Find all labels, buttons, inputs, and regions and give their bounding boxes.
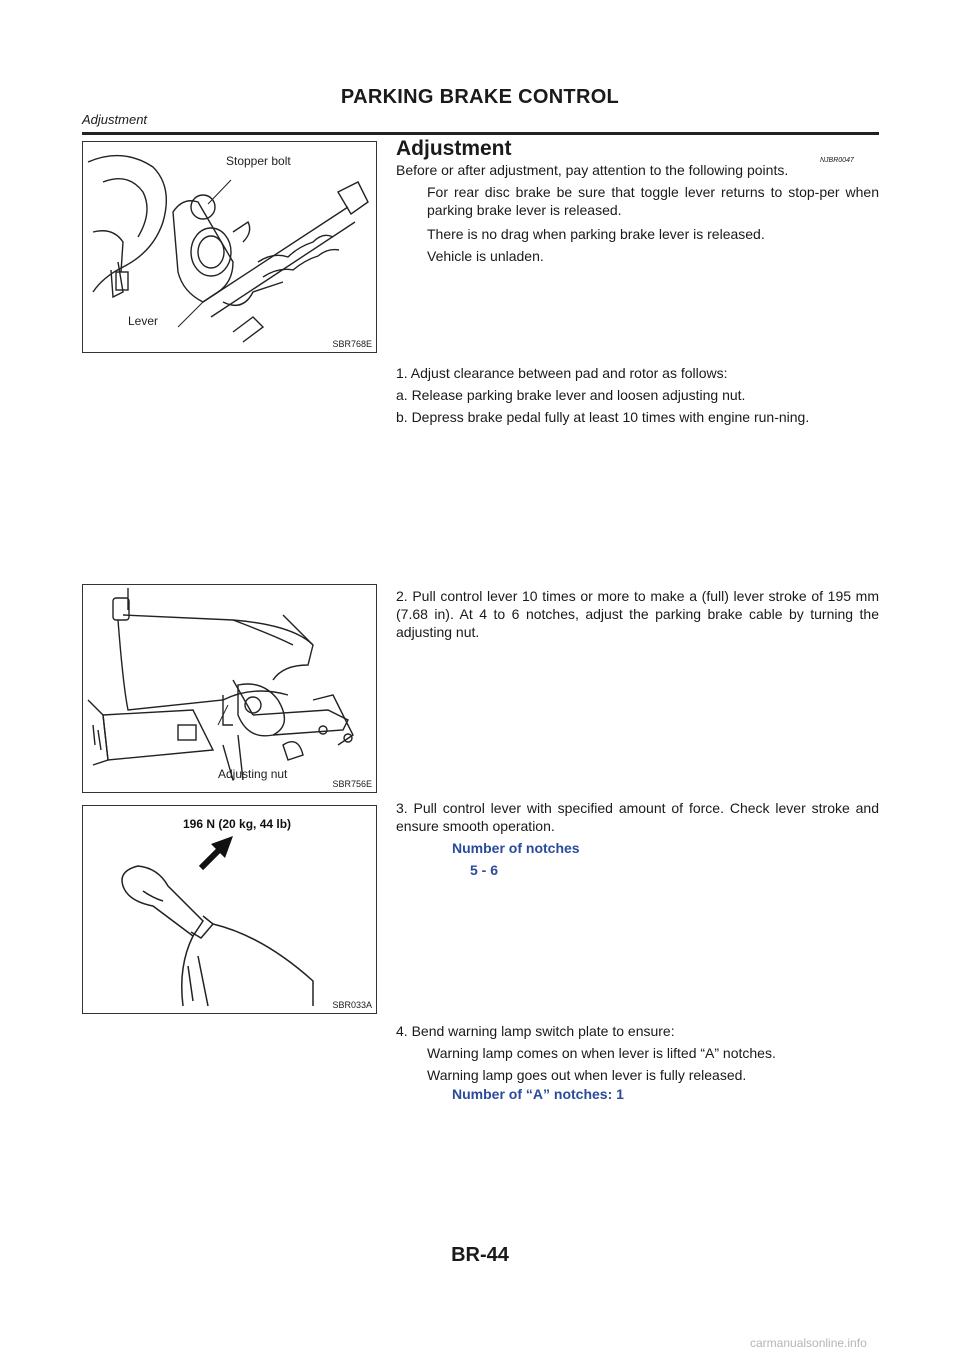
page-number: BR-44	[451, 1244, 509, 1266]
figure-label: 196 N (20 kg, 44 lb)	[183, 817, 292, 831]
step-1a: a. Release parking brake lever and loosen adjusting nut.	[396, 387, 746, 403]
point-item: There is no drag when parking brake lever is released.	[427, 226, 765, 242]
section-code: NJBR0047	[820, 157, 854, 164]
intro-text: Before or after adjustment, pay attention to the following points.	[396, 162, 789, 178]
spec-value: 5 - 6	[470, 862, 499, 878]
step-4-point: Warning lamp goes out when lever is fully released.	[427, 1067, 747, 1083]
figure-label: Stopper bolt	[226, 154, 291, 168]
spec-label: Number of notches	[452, 840, 580, 856]
stopper-bolt-illustration	[83, 142, 376, 352]
page-title: PARKING BRAKE CONTROL	[340, 86, 620, 108]
page-subtitle: Adjustment	[82, 112, 148, 127]
step-1b: b. Depress brake pedal fully at least 10 times with engine run-ning.	[396, 409, 810, 425]
point-item: For rear disc brake be sure that toggle lever returns to stop-per when parking brake lever is released.	[427, 184, 879, 218]
figure-label: Adjusting nut	[218, 767, 288, 781]
step-2: 2. Pull control lever 10 times or more to make a (full) lever stroke of 195 mm (7.68 in). At 4 to 6 notches, adjust the parking brake cable by turning the adjusting nut.	[396, 588, 879, 640]
pull-force-illustration	[83, 806, 376, 1013]
spec-a-notches: Number of “A” notches: 1	[452, 1086, 624, 1102]
section-heading: Adjustment	[396, 137, 512, 160]
adjusting-nut-illustration	[83, 585, 376, 792]
header-rule	[82, 132, 879, 135]
figure-code: SBR756E	[332, 779, 372, 789]
figure-adjusting-nut	[82, 584, 377, 793]
step-3: 3. Pull control lever with specified amount of force. Check lever stroke and ensure smooth operation.	[396, 800, 879, 834]
step-1: 1. Adjust clearance between pad and rotor as follows:	[396, 365, 728, 381]
figure-code: SBR033A	[332, 1000, 372, 1010]
point-item: Vehicle is unladen.	[427, 248, 544, 264]
step-4: 4. Bend warning lamp switch plate to ensure:	[396, 1023, 675, 1039]
figure-label: Lever	[128, 314, 159, 328]
watermark: carmanualsonline.info	[750, 1336, 867, 1350]
figure-pull-force	[82, 805, 377, 1014]
figure-stopper-bolt	[82, 141, 377, 353]
figure-code: SBR768E	[332, 339, 372, 349]
step-4-point: Warning lamp comes on when lever is lifted “A” notches.	[427, 1045, 776, 1061]
